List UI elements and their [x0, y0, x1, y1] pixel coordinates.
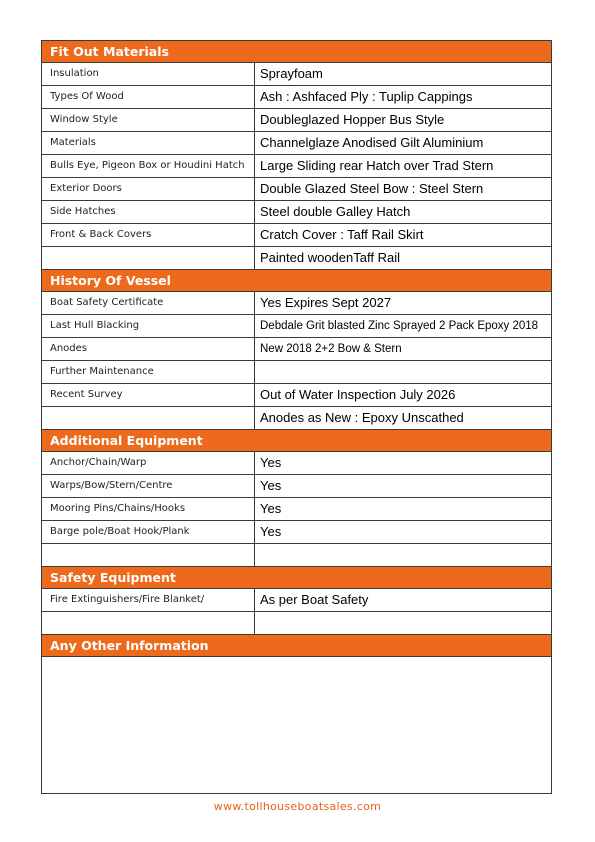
row-label: Insulation [42, 63, 255, 85]
row-label: Types Of Wood [42, 86, 255, 108]
table-row [42, 497, 551, 520]
table-row [42, 520, 551, 543]
row-value: Debdale Grit blasted Zinc Sprayed 2 Pack Epoxy 2018 [260, 320, 539, 332]
table-row [42, 200, 551, 223]
row-label: Front & Back Covers [42, 224, 255, 246]
row-label: Warps/Bow/Stern/Centre [42, 475, 255, 497]
table-row [42, 177, 551, 200]
row-label: Barge pole/Boat Hook/Plank [42, 521, 255, 543]
table-row [42, 291, 551, 314]
table-row [42, 62, 551, 85]
row-value: Yes [260, 478, 282, 493]
row-value: Anodes as New : Epoxy Unscathed [260, 410, 464, 425]
row-value [255, 612, 551, 634]
section-header-history: History Of Vessel [42, 269, 551, 291]
row-value: As per Boat Safety [260, 592, 369, 607]
row-value: Painted woodenTaff Rail [260, 250, 400, 265]
row-label: Materials [42, 132, 255, 154]
section-header-additional-equipment: Additional Equipment [42, 429, 551, 451]
table-row [42, 314, 551, 337]
table-row [42, 337, 551, 360]
table-row [42, 154, 551, 177]
row-value: Large Sliding rear Hatch over Trad Stern [260, 158, 494, 173]
row-value: New 2018 2+2 Bow & Stern [260, 343, 402, 355]
row-value: Channelglaze Anodised Gilt Aluminium [260, 135, 484, 150]
row-value: Doubleglazed Hopper Bus Style [260, 112, 445, 127]
table-row [42, 131, 551, 154]
row-value: Double Glazed Steel Bow : Steel Stern [260, 181, 484, 196]
row-value: Steel double Galley Hatch [260, 204, 411, 219]
row-value: Yes Expires Sept 2027 [260, 295, 392, 310]
row-label: Last Hull Blacking [42, 315, 255, 337]
row-label: Further Maintenance [42, 361, 255, 383]
section-header-fit-out: Fit Out Materials [42, 40, 551, 62]
row-label: Window Style [42, 109, 255, 131]
row-value: Ash : Ashfaced Ply : Tuplip Cappings [260, 89, 473, 104]
row-label: Exterior Doors [42, 178, 255, 200]
boat-spec-sheet [41, 40, 552, 794]
row-value: Sprayfoam [260, 66, 323, 81]
table-row [42, 543, 551, 566]
table-row [42, 108, 551, 131]
row-label: Boat Safety Certificate [42, 292, 255, 314]
footer-website-link[interactable]: www.tollhouseboatsales.com [213, 800, 382, 813]
row-value: Cratch Cover : Taff Rail Skirt [260, 227, 424, 242]
row-value [255, 361, 551, 383]
row-label: Anchor/Chain/Warp [42, 452, 255, 474]
row-label [42, 612, 255, 634]
row-value: Yes [260, 524, 282, 539]
table-row [42, 85, 551, 108]
section-header-safety-equipment: Safety Equipment [42, 566, 551, 588]
row-label: Mooring Pins/Chains/Hooks [42, 498, 255, 520]
table-row [42, 611, 551, 634]
section-header-other-information: Any Other Information [42, 634, 551, 656]
other-information-box [42, 656, 551, 793]
row-value [255, 544, 551, 566]
table-row [42, 223, 551, 246]
table-row [42, 451, 551, 474]
table-row [42, 588, 551, 611]
row-value: Out of Water Inspection July 2026 [260, 387, 456, 402]
table-row [42, 474, 551, 497]
row-label [42, 407, 255, 429]
row-label: Recent Survey [42, 384, 255, 406]
row-label: Side Hatches [42, 201, 255, 223]
row-value: Yes [260, 455, 282, 470]
row-label [42, 544, 255, 566]
row-label: Bulls Eye, Pigeon Box or Houdini Hatch [42, 155, 255, 177]
row-label [42, 247, 255, 269]
row-value: Yes [260, 501, 282, 516]
table-row [42, 246, 551, 269]
table-row [42, 360, 551, 383]
row-label: Fire Extinguishers/Fire Blanket/ [42, 589, 255, 611]
table-row [42, 383, 551, 406]
table-row [42, 406, 551, 429]
row-label: Anodes [42, 338, 255, 360]
